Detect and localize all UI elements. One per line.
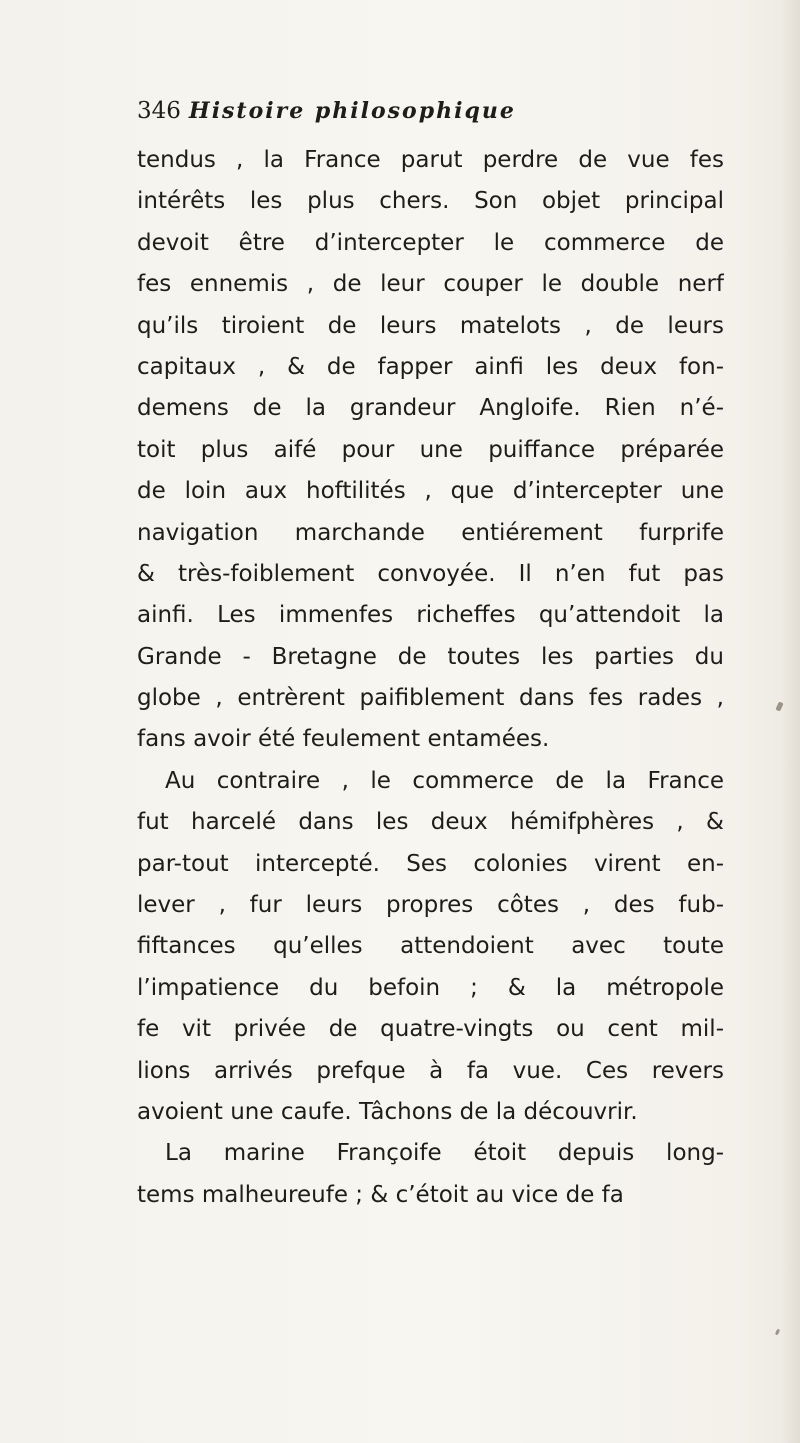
text-line: tems malheureufe ; & c’étoit au vice de fa xyxy=(137,1181,624,1208)
text-line: qu’ils tiroient de leurs matelots , de leurs xyxy=(137,312,724,339)
text-line: globe , entrèrent paifiblement dans fes rades , xyxy=(137,685,724,712)
text-line: toit plus aifé pour une puiffance préparée xyxy=(137,436,724,463)
text-line: & très-foiblement convoyée. Il n’en fut pas xyxy=(137,560,724,587)
text-line: capitaux , & de fapper ainfi les deux fon- xyxy=(137,353,724,380)
text-line: ainfi. Les immenfes richeffes qu’attendoit la xyxy=(137,602,724,629)
text-line: de loin aux hoftilités , que d’intercepter une xyxy=(137,478,724,505)
page-number: 346 xyxy=(137,98,181,124)
text-line: Grande - Bretagne de toutes les parties du xyxy=(137,643,724,670)
text-line-paragraph-end: fans avoir été feulement entamées. xyxy=(137,726,550,753)
text-line: lions arrivés prefque à fa vue. Ces revers xyxy=(137,1057,724,1084)
text-line-paragraph-start: La marine Françoife étoit depuis long- xyxy=(165,1140,724,1167)
running-header xyxy=(137,98,697,134)
text-line: l’impatience du befoin ; & la métropole xyxy=(137,974,724,1001)
running-title: Histoire philosophique xyxy=(188,98,516,124)
ink-speck xyxy=(775,1329,780,1336)
text-line: fut harcelé dans les deux hémifphères , & xyxy=(137,809,724,836)
text-line: devoit être d’intercepter le commerce de xyxy=(137,229,724,256)
body-text xyxy=(137,140,724,1216)
text-line: navigation marchande entiérement furprife xyxy=(137,519,724,546)
text-line: fes ennemis , de leur couper le double nerf xyxy=(137,271,724,298)
text-line: fe vit privée de quatre-vingts ou cent mil- xyxy=(137,1016,724,1043)
text-line: tendus , la France parut perdre de vue fes xyxy=(137,147,724,173)
text-line: demens de la grandeur Angloife. Rien n’é- xyxy=(137,395,724,422)
text-line-paragraph-end: avoient une caufe. Tâchons de la découvrir. xyxy=(137,1098,638,1125)
text-line: intérêts les plus chers. Son objet principal xyxy=(137,188,724,215)
text-line: fiftances qu’elles attendoient avec toute xyxy=(137,933,724,960)
text-line: par-tout intercepté. Ses colonies virent en- xyxy=(137,850,724,877)
text-line: lever , fur leurs propres côtes , des fub- xyxy=(137,892,724,919)
page-edge-shadow xyxy=(782,0,800,1443)
text-line-paragraph-start: Au contraire , le commerce de la France xyxy=(165,767,724,794)
